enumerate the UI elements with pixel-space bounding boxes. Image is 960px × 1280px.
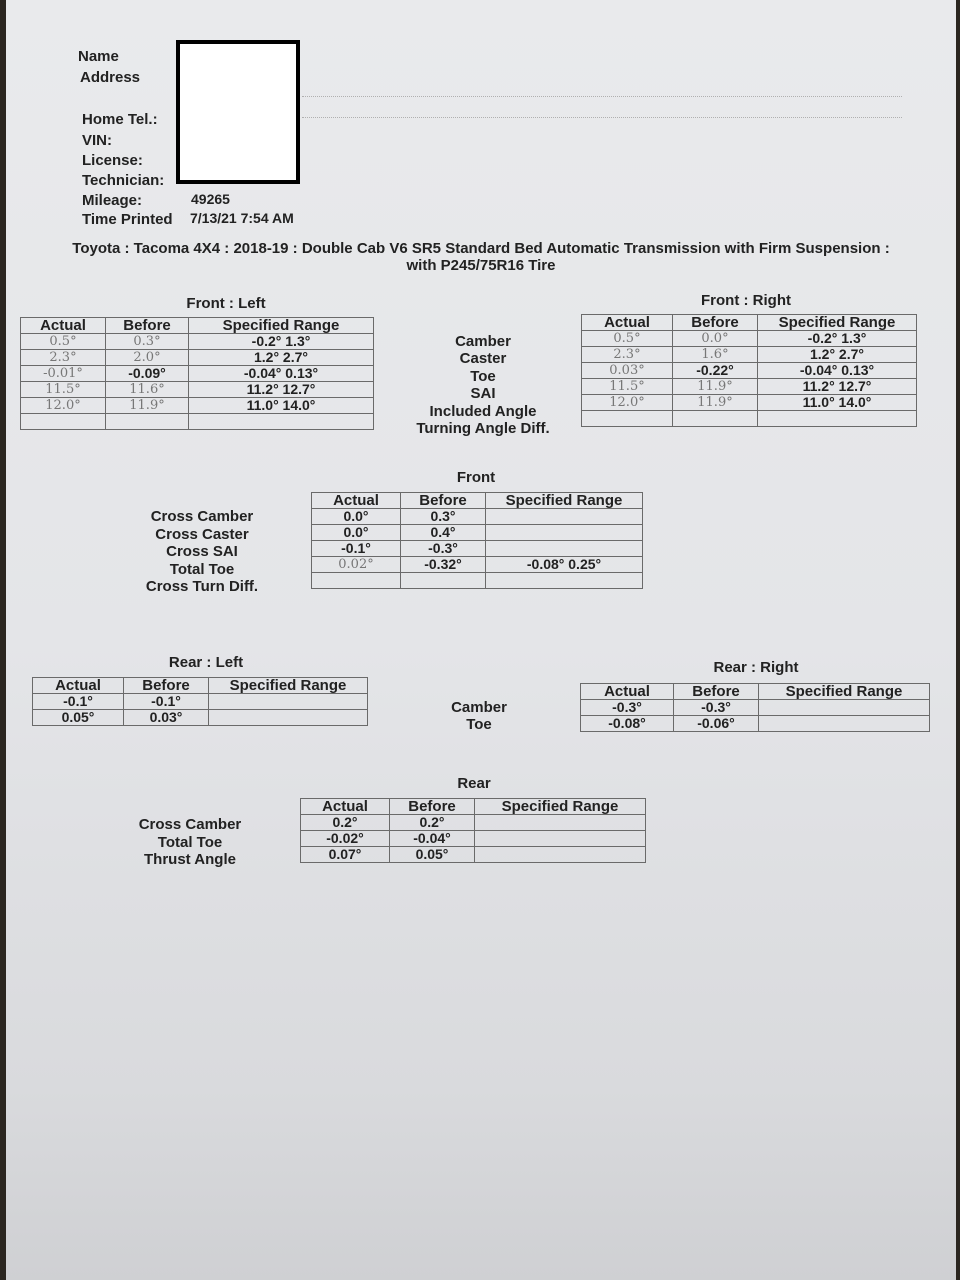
rear-cross-labels	[118, 816, 262, 869]
cell-range: -0.04° 0.13°	[758, 363, 917, 379]
cell-before: -0.1°	[124, 694, 209, 710]
col-range: Specified Range	[758, 315, 917, 331]
front-measure-labels	[398, 333, 568, 437]
front-cross-table	[311, 492, 643, 589]
table-row	[21, 334, 374, 350]
table-row	[582, 331, 917, 347]
label-cross-sai: Cross SAI	[166, 543, 238, 560]
cell-range	[486, 509, 643, 525]
cell-actual: -0.3°	[581, 700, 674, 716]
cell-actual: -0.1°	[33, 694, 124, 710]
label-included-angle: Included Angle	[429, 402, 537, 420]
front-left-table	[20, 317, 374, 430]
rear-right-table	[580, 683, 930, 732]
technician-label: Technician:	[82, 172, 165, 189]
address-line	[302, 96, 902, 97]
cell-before: 2.0°	[106, 350, 189, 366]
cell-actual: 12.0°	[21, 398, 106, 414]
table-row	[301, 831, 646, 847]
cell-range	[475, 815, 646, 831]
cell-before: 0.03°	[124, 710, 209, 726]
col-range: Specified Range	[486, 493, 643, 509]
cell-before: 11.9°	[673, 395, 758, 411]
time-printed-label: Time Printed	[82, 211, 173, 228]
cell-actual	[312, 573, 401, 589]
label-rear-toe: Toe	[466, 716, 492, 734]
cell-actual: 11.5°	[21, 382, 106, 398]
cell-before	[106, 414, 189, 430]
cell-before: 0.3°	[106, 334, 189, 350]
cell-actual	[21, 414, 106, 430]
mileage-value: 49265	[191, 191, 230, 207]
cell-actual: 0.0°	[312, 525, 401, 541]
col-before: Before	[124, 678, 209, 694]
table-row	[312, 509, 643, 525]
cell-range	[758, 411, 917, 427]
front-cross-labels	[130, 508, 274, 596]
cell-before: 11.6°	[106, 382, 189, 398]
cell-actual: 0.5°	[582, 331, 673, 347]
table-row	[312, 541, 643, 557]
cell-range: 1.2° 2.7°	[758, 347, 917, 363]
cell-actual: -0.08°	[581, 716, 674, 732]
rear-left-title: Rear : Left	[168, 654, 244, 671]
alignment-printout-page	[6, 0, 956, 1280]
cell-range	[209, 710, 368, 726]
col-before: Before	[390, 799, 475, 815]
front-left-title: Front : Left	[186, 295, 266, 312]
col-range: Specified Range	[189, 318, 374, 334]
cell-before: -0.32°	[401, 557, 486, 573]
rear-right-title: Rear : Right	[713, 659, 799, 676]
label-turning-angle-diff: Turning Angle Diff.	[416, 420, 550, 438]
table-row	[21, 398, 374, 414]
license-label: License:	[82, 152, 143, 169]
col-range: Specified Range	[209, 678, 368, 694]
col-range: Specified Range	[759, 684, 930, 700]
cell-range	[486, 541, 643, 557]
cell-actual: 12.0°	[582, 395, 673, 411]
label-rear-cross-camber: Cross Camber	[138, 816, 242, 833]
cell-actual: 2.3°	[582, 347, 673, 363]
cell-range: 11.2° 12.7°	[189, 382, 374, 398]
vehicle-line-2: with P245/75R16 Tire	[406, 257, 556, 274]
cell-range: 1.2° 2.7°	[189, 350, 374, 366]
cell-range: -0.04° 0.13°	[189, 366, 374, 382]
col-before: Before	[674, 684, 759, 700]
rear-measure-labels	[426, 699, 532, 734]
col-actual: Actual	[581, 684, 674, 700]
label-thrust-angle: Thrust Angle	[144, 851, 236, 868]
home-tel-label: Home Tel.:	[82, 111, 158, 128]
cell-before	[401, 573, 486, 589]
cell-before	[673, 411, 758, 427]
mileage-label: Mileage:	[82, 192, 143, 209]
table-row	[582, 411, 917, 427]
col-before: Before	[673, 315, 758, 331]
table-row	[33, 710, 368, 726]
label-cross-camber: Cross Camber	[150, 508, 254, 525]
cell-range: 11.2° 12.7°	[758, 379, 917, 395]
cell-before: -0.22°	[673, 363, 758, 379]
col-actual: Actual	[301, 799, 390, 815]
cell-before: 0.4°	[401, 525, 486, 541]
front-right-table	[581, 314, 917, 427]
cell-before: 0.0°	[673, 331, 758, 347]
time-printed-value: 7/13/21 7:54 AM	[190, 210, 294, 226]
cell-range	[475, 831, 646, 847]
table-row	[21, 382, 374, 398]
table-row	[33, 694, 368, 710]
table-row	[21, 350, 374, 366]
cell-actual: 0.03°	[582, 363, 673, 379]
cell-before: 0.3°	[401, 509, 486, 525]
cell-actual: -0.1°	[312, 541, 401, 557]
label-cross-turn-diff: Cross Turn Diff.	[145, 578, 259, 595]
cell-actual: 2.3°	[21, 350, 106, 366]
cell-before: -0.3°	[401, 541, 486, 557]
label-rear-total-toe: Total Toe	[157, 833, 223, 851]
cell-range: -0.2° 1.3°	[189, 334, 374, 350]
table-row	[581, 700, 930, 716]
cell-before: 0.05°	[390, 847, 475, 863]
cell-range	[189, 414, 374, 430]
cell-before: -0.04°	[390, 831, 475, 847]
table-row	[312, 525, 643, 541]
col-actual: Actual	[312, 493, 401, 509]
cell-actual: 0.07°	[301, 847, 390, 863]
table-row	[582, 347, 917, 363]
cell-before: -0.06°	[674, 716, 759, 732]
table-row	[301, 815, 646, 831]
table-row	[21, 414, 374, 430]
cell-range: 11.0° 14.0°	[189, 398, 374, 414]
cell-actual: 0.02°	[312, 557, 401, 573]
col-actual: Actual	[21, 318, 106, 334]
front-cross-title: Front	[456, 469, 496, 486]
table-row	[582, 379, 917, 395]
rear-cross-table	[300, 798, 646, 863]
vehicle-line-1: Toyota : Tacoma 4X4 : 2018-19 : Double Cab V6 SR5 Standard Bed Automatic Transmission with Firm Suspension :	[72, 240, 890, 257]
table-row	[312, 557, 643, 573]
vin-label: VIN:	[82, 132, 112, 149]
cell-range	[759, 700, 930, 716]
label-total-toe: Total Toe	[169, 560, 235, 578]
label-sai: SAI	[470, 385, 496, 403]
cell-before: 11.9°	[673, 379, 758, 395]
address-label: Address	[80, 69, 141, 86]
col-actual: Actual	[582, 315, 673, 331]
col-before: Before	[106, 318, 189, 334]
cell-before: -0.3°	[674, 700, 759, 716]
address-line-2	[302, 117, 902, 118]
label-rear-camber: Camber	[451, 699, 507, 716]
cell-actual	[582, 411, 673, 427]
cell-range	[486, 525, 643, 541]
name-label: Name	[78, 48, 119, 65]
cell-range	[759, 716, 930, 732]
table-row	[581, 716, 930, 732]
rear-left-table	[32, 677, 368, 726]
cell-actual: -0.02°	[301, 831, 390, 847]
cell-range	[209, 694, 368, 710]
cell-range: -0.2° 1.3°	[758, 331, 917, 347]
cell-actual: 11.5°	[582, 379, 673, 395]
cell-actual: 0.05°	[33, 710, 124, 726]
cell-before: 0.2°	[390, 815, 475, 831]
cell-before: 1.6°	[673, 347, 758, 363]
cell-actual: 0.0°	[312, 509, 401, 525]
label-caster: Caster	[459, 350, 507, 368]
cell-range: -0.08° 0.25°	[486, 557, 643, 573]
front-right-title: Front : Right	[701, 292, 791, 309]
col-actual: Actual	[33, 678, 124, 694]
label-camber: Camber	[455, 333, 511, 350]
cell-actual: 0.2°	[301, 815, 390, 831]
rear-cross-title: Rear	[457, 775, 491, 792]
cell-actual: -0.01°	[21, 366, 106, 382]
cell-before: 11.9°	[106, 398, 189, 414]
table-row	[582, 363, 917, 379]
table-row	[312, 573, 643, 589]
cell-range: 11.0° 14.0°	[758, 395, 917, 411]
table-row	[582, 395, 917, 411]
table-row	[301, 847, 646, 863]
cell-before: -0.09°	[106, 366, 189, 382]
label-toe: Toe	[470, 367, 496, 385]
col-range: Specified Range	[475, 799, 646, 815]
table-row	[21, 366, 374, 382]
label-cross-caster: Cross Caster	[155, 525, 249, 543]
redaction-box	[176, 40, 300, 184]
cell-actual: 0.5°	[21, 334, 106, 350]
cell-range	[486, 573, 643, 589]
col-before: Before	[401, 493, 486, 509]
cell-range	[475, 847, 646, 863]
